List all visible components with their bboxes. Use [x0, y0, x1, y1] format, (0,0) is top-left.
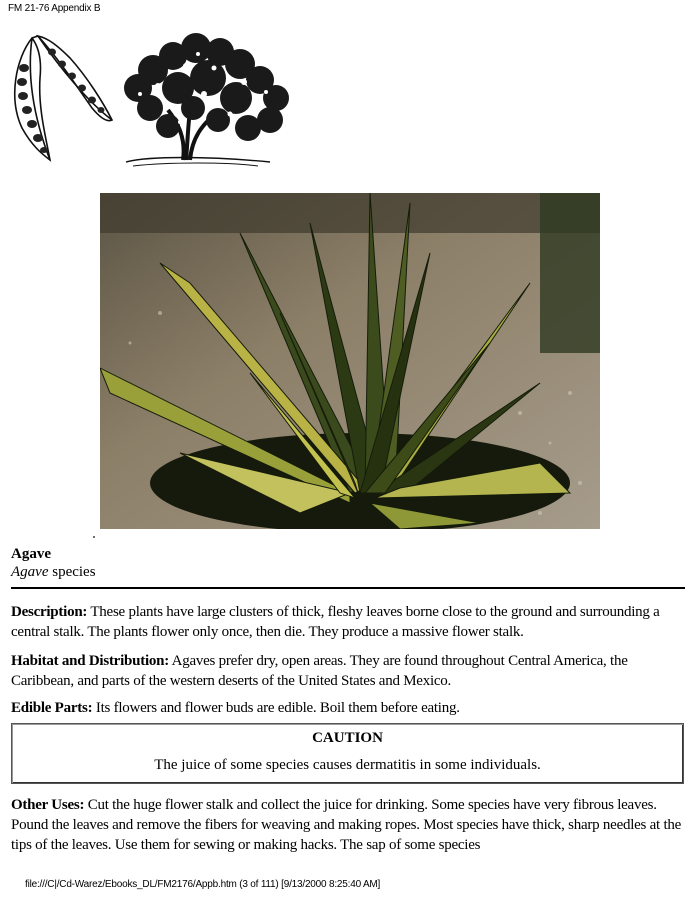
edible-label: Edible Parts: — [11, 700, 93, 716]
section-divider — [11, 587, 685, 589]
description-paragraph — [11, 602, 685, 642]
tree-illustration — [124, 33, 289, 166]
page-footer-url: file:///C|/Cd-Warez/Ebooks_DL/FM2176/Appb.htm (3 of 111) [9/13/2000 8:25:40 AM] — [25, 879, 381, 890]
other-uses-label: Other Uses: — [11, 797, 85, 813]
plant-line-illustration — [8, 28, 298, 176]
habitat-label: Habitat and Distribution: — [11, 653, 169, 669]
caution-title: CAUTION — [312, 730, 383, 746]
plant-title — [11, 545, 96, 581]
scientific-suffix: species — [48, 564, 96, 580]
scientific-name — [11, 563, 96, 581]
habitat-paragraph — [11, 651, 685, 691]
edible-text: Its flowers and flower buds are edible. Boil them before eating. — [92, 700, 460, 716]
caution-box — [11, 723, 684, 784]
page-header: FM 21-76 Appendix B — [8, 3, 101, 14]
other-uses-text: Cut the huge flower stalk and collect the juice for drinking. Some species have very fibrous leaves. Pound the leaves and remove the fibers for weaving and making ropes. Most species have thick, sharp needles at the tips of the leaves. Use them for sewing or making hacks. The sap of some species — [11, 797, 682, 853]
scientific-genus: Agave — [11, 564, 49, 580]
description-text: These plants have large clusters of thick, fleshy leaves borne close to the ground and surrounding a central stalk. The plants flower only once, then die. They produce a massive flower stalk. — [11, 604, 660, 640]
other-uses-paragraph — [11, 795, 685, 855]
edible-paragraph — [11, 698, 685, 718]
seed-pod-illustration — [15, 36, 112, 160]
description-label: Description: — [11, 604, 88, 620]
habitat-text: Agaves prefer dry, open areas. They are found throughout Central America, the Caribbean, and parts of the western deserts of the United States and Mexico. — [11, 653, 628, 689]
common-name: Agave — [11, 546, 51, 562]
agave-photo — [100, 193, 600, 529]
scan-speck — [93, 536, 95, 538]
caution-text: The juice of some species causes dermatitis in some individuals. — [154, 757, 541, 773]
